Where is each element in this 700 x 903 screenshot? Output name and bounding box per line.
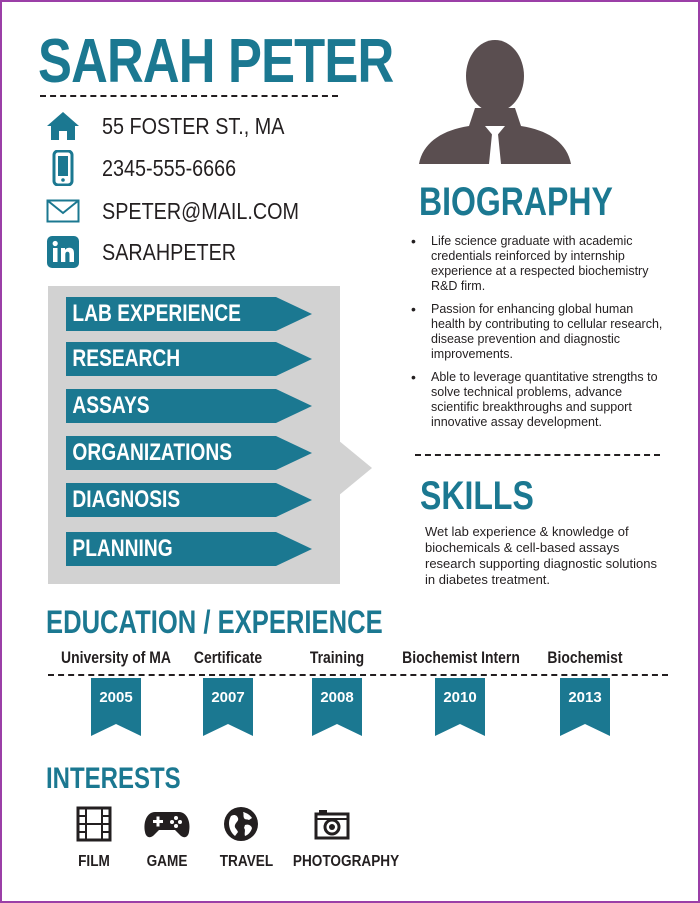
timeline-label: Certificate	[193, 648, 263, 667]
interest-game	[142, 806, 192, 871]
contact-linkedin	[46, 233, 346, 271]
timeline-ribbon	[91, 678, 141, 736]
tag-label: ASSAYS	[72, 392, 150, 419]
biography-title: BIOGRAPHY	[419, 180, 613, 224]
interests-title: INTERESTS	[46, 762, 181, 795]
interest-film	[74, 806, 114, 871]
biography-item: • Life science graduate with academic credentials reinforced by internship experience at a respected biochemistry R&D firm.	[406, 234, 668, 294]
contact-address	[46, 107, 346, 145]
biography-list	[406, 234, 668, 438]
film-icon	[76, 806, 112, 842]
camera-icon	[314, 806, 350, 842]
timeline-year: 2005	[99, 689, 133, 706]
home-icon	[46, 109, 80, 143]
linkedin-text[interactable]: SARAHPETER	[102, 238, 237, 265]
tag-organizations	[66, 436, 312, 470]
tag-label: RESEARCH	[72, 345, 181, 372]
biography-divider	[415, 454, 660, 456]
timeline-year: 2008	[320, 689, 354, 706]
tag-diagnosis	[66, 483, 312, 517]
email-text[interactable]: SPETER@MAIL.COM	[102, 197, 300, 224]
contact-phone	[46, 149, 346, 187]
timeline-ribbon	[435, 678, 485, 736]
globe-icon	[223, 806, 259, 842]
skills-text: Wet lab experience & knowledge of biochemicals & cell-based assays research supporting diagnostic solutions in diabetes treatment.	[425, 524, 657, 587]
timeline-ribbon	[312, 678, 362, 736]
interest-label: FILM	[78, 853, 110, 870]
timeline-label: Training	[309, 648, 365, 667]
candidate-name: SARAH PETER	[38, 27, 394, 96]
interest-travel	[216, 806, 274, 871]
timeline-label: Biochemist	[547, 648, 623, 667]
timeline-ribbon	[203, 678, 253, 736]
timeline-year: 2013	[568, 689, 602, 706]
tag-planning	[66, 532, 312, 566]
timeline-year: 2010	[443, 689, 477, 706]
timeline-label: Biochemist Intern	[402, 648, 520, 667]
skills-title: SKILLS	[420, 474, 534, 518]
tag-lab-experience	[66, 297, 312, 331]
interest-photography	[286, 806, 400, 871]
interest-label: GAME	[146, 853, 188, 870]
interest-label: PHOTOGRAPHY	[292, 853, 400, 870]
address-text: 55 FOSTER ST., MA	[102, 112, 285, 139]
tag-assays	[66, 389, 312, 423]
timeline-ribbon	[560, 678, 610, 736]
timeline-line	[48, 674, 668, 676]
timeline-year: 2007	[211, 689, 245, 706]
timeline-label: University of MA	[61, 648, 171, 667]
avatar-icon	[419, 38, 571, 164]
tag-research	[66, 342, 312, 376]
biography-item: • Passion for enhancing global human health by contributing to cellular research, disease prevention and diagnostic improvements.	[406, 302, 668, 362]
tag-label: DIAGNOSIS	[72, 486, 181, 513]
phone-icon	[46, 151, 80, 185]
tag-label: PLANNING	[72, 535, 173, 562]
tag-label: LAB EXPERIENCE	[72, 300, 241, 327]
category-panel-pointer	[338, 440, 372, 496]
interest-label: TRAVEL	[219, 853, 274, 870]
mail-icon	[46, 194, 80, 228]
phone-text: 2345-555-6666	[102, 154, 237, 181]
tag-label: ORGANIZATIONS	[72, 439, 233, 466]
contact-email	[46, 192, 346, 230]
education-title: EDUCATION / EXPERIENCE	[46, 604, 383, 640]
biography-item: • Able to leverage quantitative strengths to solve technical problems, advance scientific breakthroughs and support innovative assay development.	[406, 370, 668, 430]
linkedin-icon	[46, 235, 80, 269]
gamepad-icon	[143, 806, 191, 842]
name-divider	[40, 95, 338, 97]
